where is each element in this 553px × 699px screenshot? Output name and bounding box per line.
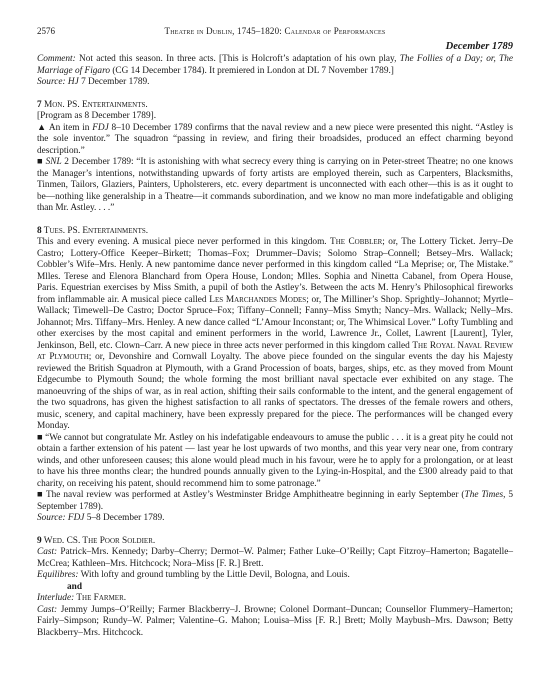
and-line: and — [67, 581, 82, 592]
entry-7-snl — [37, 157, 513, 215]
entry-8-note-text: The naval review was performed at Astley’s Westminster Bridge Amphitheatre beginning in early September ( — [43, 490, 465, 500]
entry-8-number: 8 — [37, 225, 42, 236]
cast-text: Patrick–Mrs. Kennedy; Darby–Cherry; Dermot–W. Palmer; Father Luke–O’Reilly; Capt Fitzroy–Hamerton; Bagatelle–McCrea; Kathleen–Mrs. Hitchcock; Nora–Miss [F. R.] Brett. — [37, 547, 513, 569]
entry-8-program — [37, 237, 513, 433]
source-label: Source: — [37, 77, 66, 87]
entry-9-cast-2 — [37, 605, 513, 640]
square-icon: ■ — [37, 490, 44, 500]
entry-7-head: Mon. PS. Entertainments. — [41, 99, 148, 110]
times-title: The Times — [464, 490, 504, 500]
entry-7-item-text: An item in — [46, 122, 93, 133]
entry-7-item — [37, 123, 513, 158]
cast-label: Cast: — [37, 604, 58, 615]
month-heading: December 1789 — [445, 41, 513, 52]
entry-8-source — [37, 513, 513, 525]
entry-8-naval-note — [37, 490, 513, 513]
entry-9-head: Wed. CS. — [41, 535, 83, 546]
source-label: Source: — [37, 513, 66, 523]
entry-8-text-c: ; or, The Milliner’s Shop. Sprightly–Johannot; Myrtle–Wallack; Timewell–De Castro; Doctor Spruce–Fox; Tiffany–Connell; Fanny–Miss Smyth; Nancy–Mrs. Wallack; Nelly–Mrs. Johannot; Mrs. Tiffany–Mrs. Henley. A new dance called “L’Amour Inconstant; or, The Whimsical Lover.” Lofty Tumbling and other exercises by the most capital and eminent performers in the world, Lawrence Jr., Collet, Lawrent [Laurent], Tyler, Jenkinson, Bell, etc. Clown–Carr. A new piece in three acts never performed in this kingdom called — [37, 294, 514, 351]
spacer — [37, 215, 513, 226]
milliner-title: Les Marchandes Modes — [209, 294, 307, 305]
source-tail: 5–8 December 1789. — [84, 513, 165, 523]
entry-7-item-ref: FDJ — [92, 122, 109, 133]
cast-text: Jemmy Jumps–O’Reilly; Farmer Blackberry–J. Browne; Colonel Dormant–Duncan; Counsellor Flummery–Hamerton; Fairly–Simpson; Rundy–W. Palmer; Valentine–G. Mahon; Louisa–Miss [F. R.] Brett; Molly Maybush–Mrs. Dawson; Betty Blackberry–Mrs. Hitchcock. — [37, 604, 513, 638]
comment-tail: (CG 14 December 1784). It premiered in London at DL 7 November 1789.] — [110, 65, 394, 76]
entry-8-quote-text: “We cannot but congratulate Mr. Astley on his indefatigable endeavours to amuse the public . . . it is a great pity he could not obtain a farther extension of his patent — last year he lost upwards of two months, and this year very near one, from contrary winds, and other unforeseen causes; this alone would plead much in his favour, were he to apply for a prolongation, or at least to have his three months clear; the hundred pounds annually given to the Lying-in-Hospital, and the £300 already paid to that charity, on receiving his patent, should recommend him to some patronage.” — [37, 432, 513, 489]
comment-paragraph — [37, 54, 513, 77]
square-icon: ■ — [37, 432, 43, 443]
page-number: 2576 — [37, 26, 55, 36]
entry-8-quote — [37, 433, 513, 491]
comment-label: Comment: — [37, 54, 76, 64]
entry-7-snl-text: 2 December 1789: “It is astonishing with what secrecy every thing is carrying on in Peter-street Theatre; no one knows the Manager’s intentions, notwithstanding upwards of forty artists are employed therein, such as Carpenters, Blacksmiths, Tinmen, Tailors, Glaziers, Painters, Upholsterers, etc. every department is unconnected with each other—this is as it ought to be—nothing like generalship in a Theatre—it commands subordination, and we know no man more indefatigable and obliging than Mr. Astley. . . .” — [37, 157, 513, 213]
entry-7-snl-ref: SNL — [45, 157, 62, 167]
running-head — [37, 25, 513, 38]
entry-9-equilibres — [37, 570, 513, 582]
source-ref: FDJ — [67, 513, 85, 523]
entry-8-note-tail: , 5 September 1789). — [37, 490, 514, 512]
running-title: Theatre in Dublin, 1745–1820: Calendar of Performances — [164, 26, 386, 36]
entry-8-head: Tues. PS. Entertainments. — [41, 225, 149, 236]
source-tail: 7 December 1789. — [78, 77, 150, 87]
entry-9-number: 9 — [37, 535, 42, 546]
cast-label: Cast: — [37, 547, 58, 557]
spacer — [37, 89, 513, 100]
comment-text: Not acted this season. In three acts. [This is Holcroft’s adaptation of his own play, — [75, 54, 400, 64]
entry-7-program: [Program as 8 December 1789]. — [37, 111, 157, 121]
equilibres-text: With lofty and ground tumbling by the Little Devil, Bologna, and Louis. — [78, 570, 350, 580]
interlude-title: The Farmer. — [74, 593, 127, 603]
entry-9-heading — [37, 536, 513, 548]
entry-7-number: 7 — [37, 99, 42, 110]
triangle-icon: ▲ — [37, 122, 47, 133]
interlude-label: Interlude: — [37, 593, 75, 603]
cobbler-title: The Cobbler — [330, 237, 383, 247]
entry-8-text-d: ; or, Devonshire and Cornwall Loyalty. The above piece founded on the singular events the day his Majesty reviewed the British Squadron at Plymouth, with a Grand Procession of boats, barges, ships, etc. as they moved from Mount Edgecumbe to Plymouth Sound; the whole forming the most brilliant naval spectacle ever exhibited on any stage. The manoeuvring of the ships of war, as in real action, shifting their sails conformable to the intent, and the general engagement of the two squadrons, has given the highest satisfaction to all ranks of spectators. The dresses of the female rowers and others, music, scenery, and capital machinery, have been expressly prepared for the piece. The performances will be changed every Monday. — [37, 352, 513, 431]
entry-8-text-a: This and every evening. A musical piece never performed in this kingdom. — [37, 237, 331, 247]
square-icon: ■ — [37, 157, 43, 167]
comment-title: The Follies of a Day; or, The Marriage of Figaro — [37, 54, 513, 76]
entry-7-heading — [37, 100, 513, 112]
entry-9-cast — [37, 547, 513, 570]
naval-review-title: The Royal Naval Review at Plymouth — [37, 340, 513, 362]
source-line — [37, 77, 513, 89]
spacer — [37, 525, 513, 536]
entry-9-interlude — [37, 593, 513, 605]
entry-8-heading — [37, 226, 513, 238]
entry-8-text-b: ; or, The Lottery Ticket. Jerry–De Castro; Lottery-Office Keeper–Birkett; Thomas–Fox; Drummer–Davis; Solomo Strap–Connell; Betsey–Mrs. Wallack; Cobbler’s Wife–Mrs. Henly. A new pantomime dance never performed in this kingdom called “La Meprise; or, The Mistake.” Mlles. Terese and Elenora Blanchard from Opera House, London; Mlles. Sophia and Ninetta Cabanel, from Opera House, Paris. Equestrian exercises by Miss Smith, a pupil of both the Astley’s. Between the acts M. Henry’s Philosophical fireworks from inflammable air. A musical piece called — [37, 237, 513, 305]
entry-9-play: The Poor Soldier. — [82, 535, 156, 546]
equilibres-label: Equilibres: — [37, 570, 79, 580]
source-ref: HJ — [67, 77, 79, 87]
entry-7-item-text-2: 8–10 December 1789 confirms that the naval review and a new piece were presented this night. “Astley is the sole inventor.” The squadron “passing in review, and firing their broadsides, produced an effect charming beyond description.” — [37, 122, 514, 156]
